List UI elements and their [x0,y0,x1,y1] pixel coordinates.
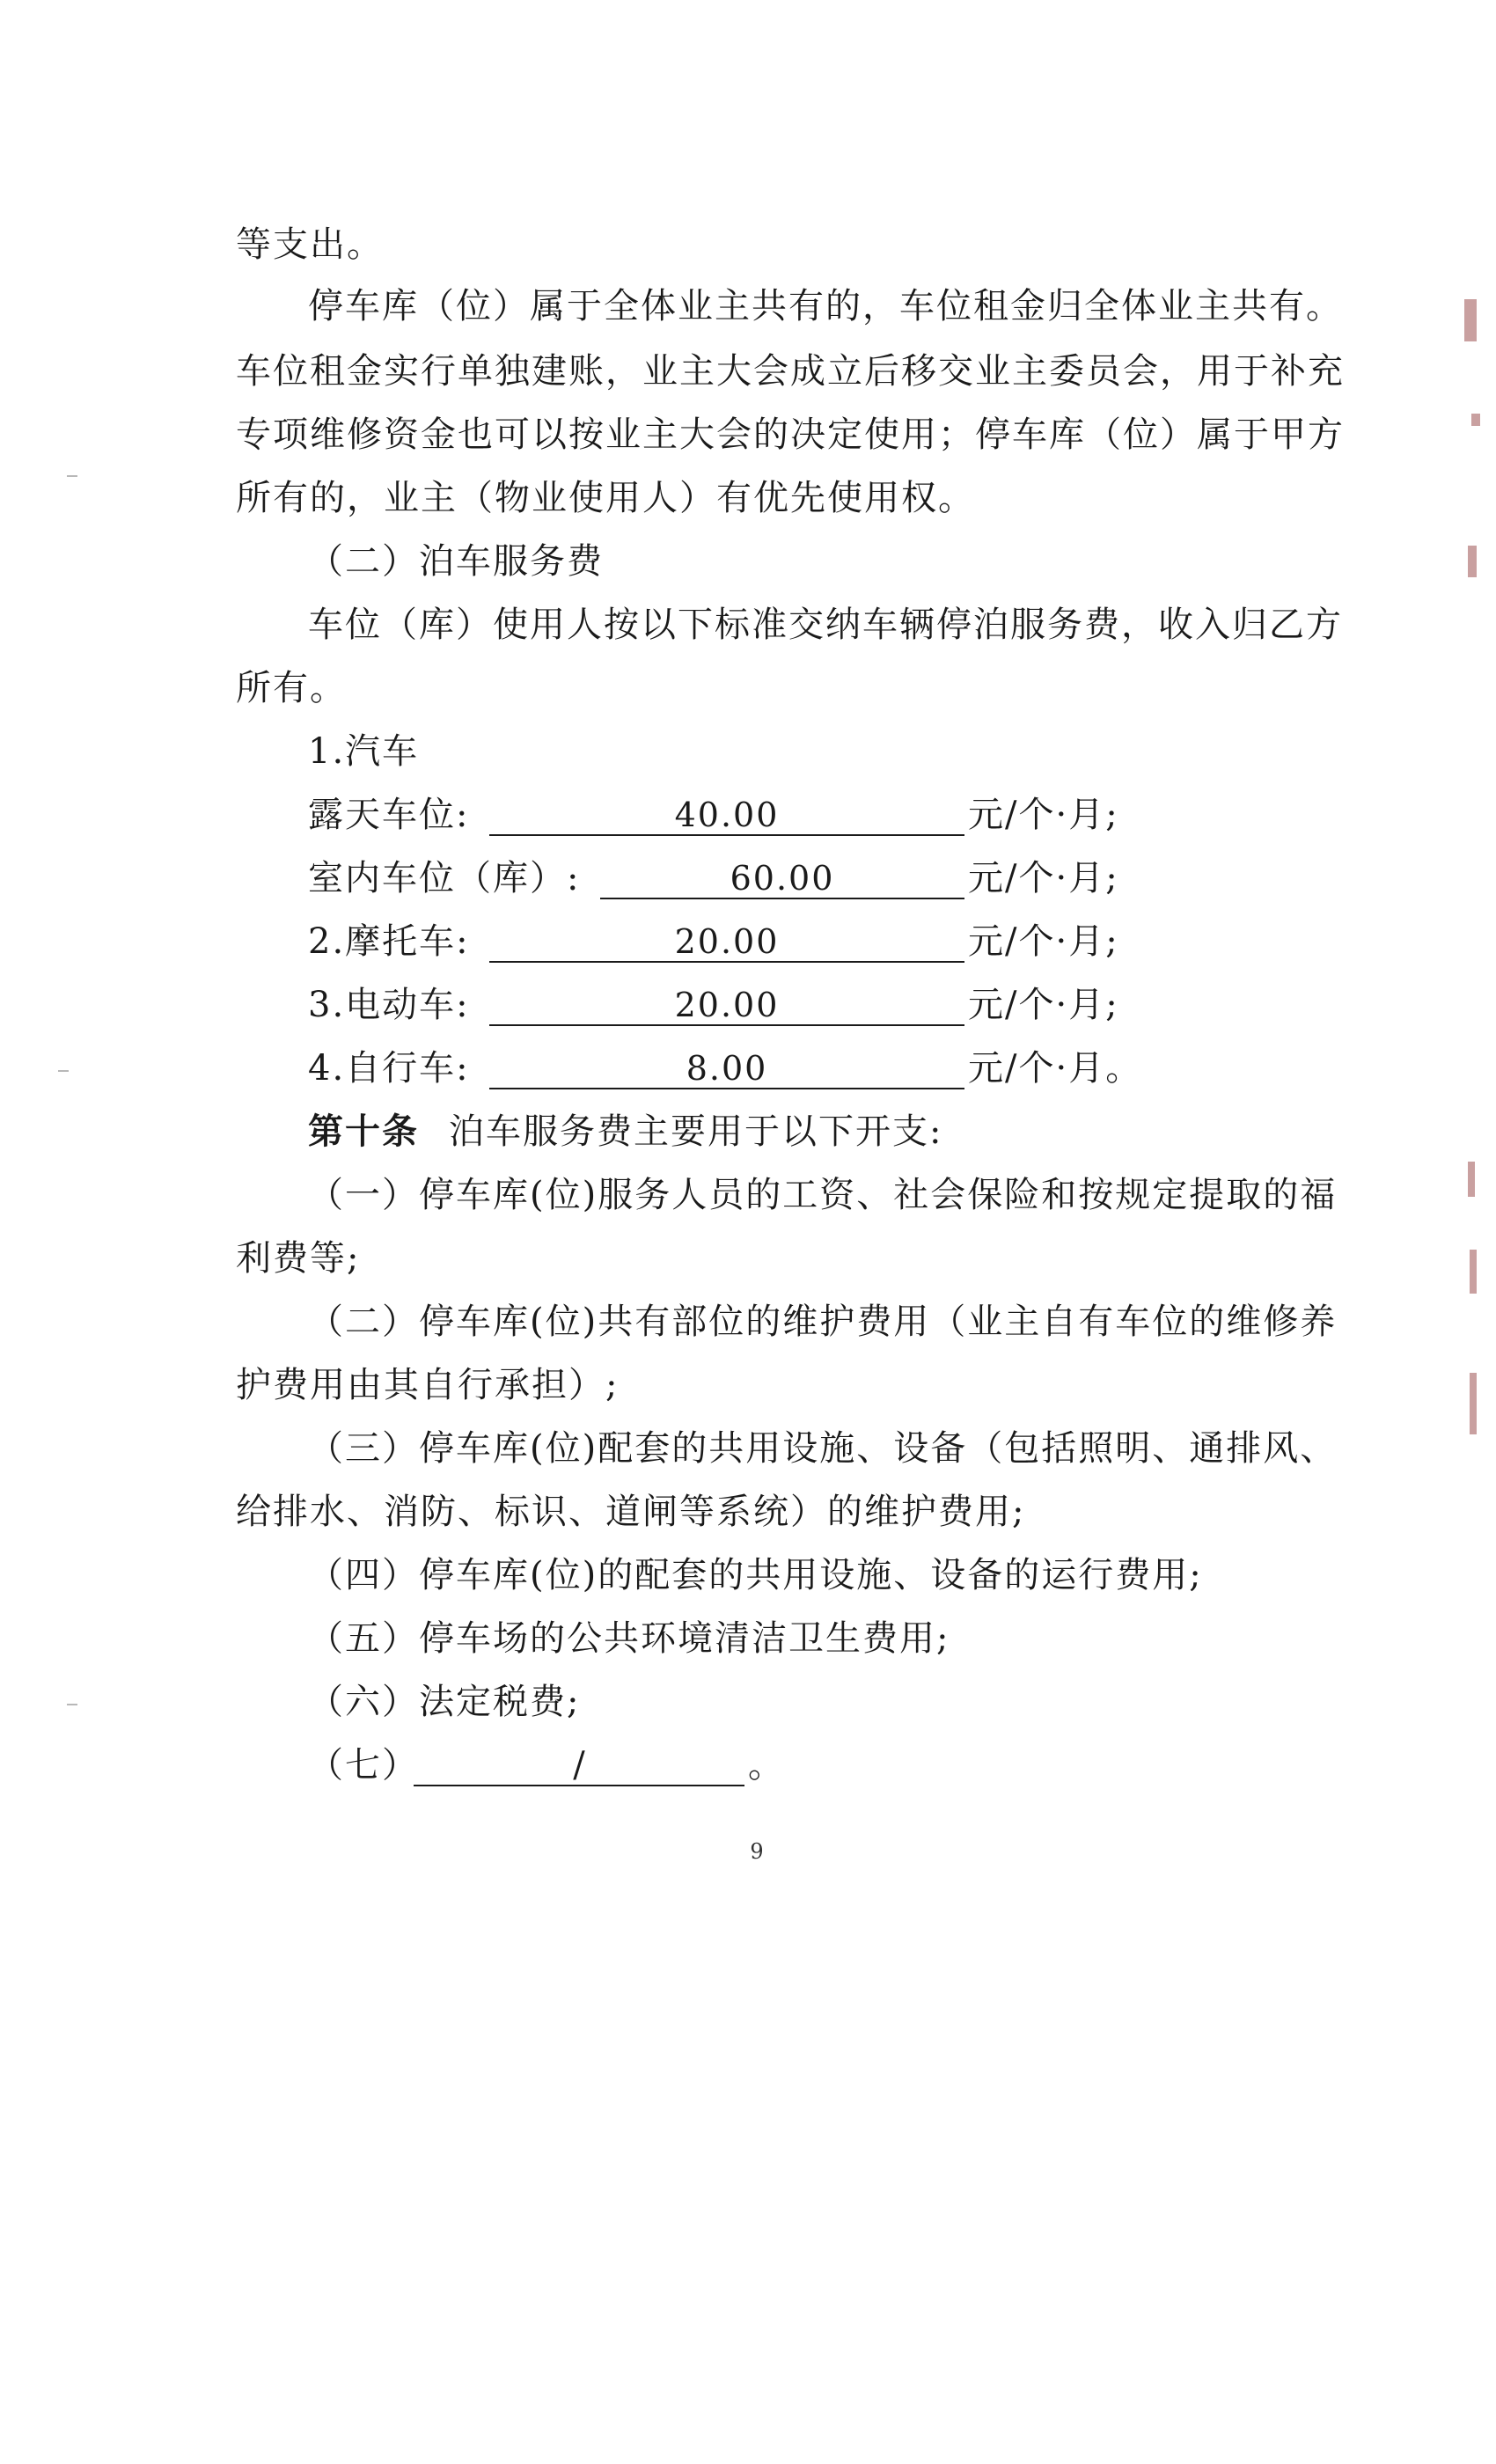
text-line: 所有的，业主（物业使用人）有优先使用权。 [236,478,975,518]
list-heading: 1.汽车 [308,731,420,772]
text-line: 停车库（位）属于全体业主共有的，车位租金归全体业主共有。 [308,286,1343,326]
list-item: 利费等; [236,1238,361,1279]
seal-fragment [1464,299,1477,341]
list-item-end: 。 [748,1745,785,1786]
text-line: 等支出。 [236,224,384,265]
page-number: 9 [750,1839,764,1864]
list-item: （四）停车库(位)的配套的共用设施、设备的运行费用; [308,1555,1203,1595]
list-item: （六）法定税费; [308,1682,581,1722]
fee-unit: 元/个·月; [968,921,1119,962]
section-heading: （二）泊车服务费 [308,541,604,582]
text-line: 车位租金实行单独建账，业主大会成立后移交业主委员会，用于补充 [236,351,1345,392]
fee-label-open-air: 露天车位: [308,795,470,835]
fee-unit: 元/个·月; [968,985,1119,1025]
list-item: （一）停车库(位)服务人员的工资、社会保险和按规定提取的福 [308,1175,1338,1215]
seal-fragment [1470,1250,1477,1294]
fee-value-indoor: 60.00 [600,855,964,899]
list-item: （七） [308,1745,419,1786]
text-line: 车位（库）使用人按以下标准交纳车辆停泊服务费，收入归乙方 [308,605,1343,645]
fee-label-indoor: 室内车位（库）: [308,858,581,898]
list-item: （二）停车库(位)共有部位的维护费用（业主自有车位的维修养 [308,1302,1338,1342]
seal-fragment [1468,1162,1475,1197]
text-line: 所有。 [236,668,347,708]
fee-unit: 元/个·月。 [968,1048,1143,1089]
binding-tick [58,1070,69,1072]
seal-fragment [1470,1373,1477,1434]
list-item: 护费用由其自行承担）; [236,1365,620,1405]
blank-field: / [414,1742,744,1786]
fee-unit: 元/个·月; [968,858,1119,898]
fee-value-bicycle: 8.00 [489,1045,964,1089]
list-item: （五）停车场的公共环境清洁卫生费用; [308,1618,950,1659]
article-text: 泊车服务费主要用于以下开支: [449,1111,943,1152]
binding-tick [67,475,77,477]
article-heading: 第十条 [308,1111,419,1152]
fee-label-bicycle: 4.自行车: [308,1048,470,1089]
fee-label-motorcycle: 2.摩托车: [308,921,470,962]
fee-label-ebike: 3.电动车: [308,985,470,1025]
fee-value-open-air: 40.00 [489,792,964,836]
fee-value-ebike: 20.00 [489,982,964,1026]
text-line: 专项维修资金也可以按业主大会的决定使用；停车库（位）属于甲方 [236,414,1345,455]
seal-fragment [1471,414,1480,426]
list-item: （三）停车库(位)配套的共用设施、设备（包括照明、通排风、 [308,1428,1338,1469]
list-item: 给排水、消防、标识、道闸等系统）的维护费用; [236,1492,1026,1532]
fee-value-motorcycle: 20.00 [489,919,964,963]
seal-fragment [1468,546,1477,577]
binding-tick [67,1704,77,1705]
fee-unit: 元/个·月; [968,795,1119,835]
